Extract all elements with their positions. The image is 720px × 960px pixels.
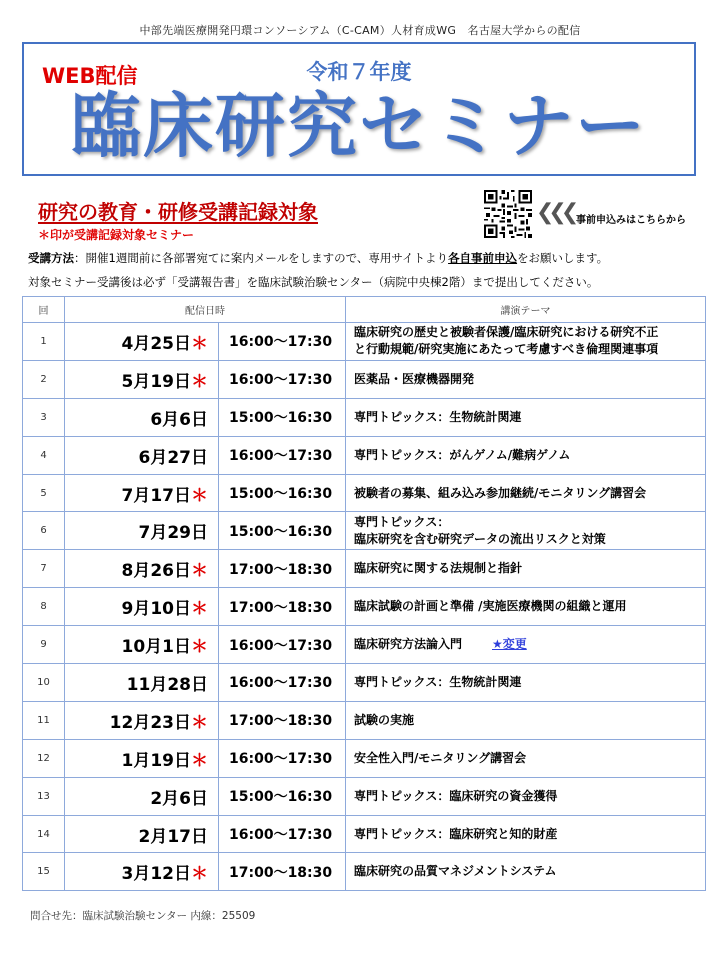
web-delivery-label: WEB配信 (42, 64, 138, 88)
session-time: 16:00～17:30 (219, 739, 346, 777)
table-row (23, 588, 706, 626)
table-row (23, 323, 706, 361)
topic-line: 臨床研究を含む研究データの流出リスクと対策 (354, 531, 606, 546)
session-number: 4 (23, 436, 65, 474)
seminar-schedule-table (22, 296, 706, 891)
session-number: 12 (23, 739, 65, 777)
date-text: 8月26日 (121, 561, 191, 582)
session-date (65, 360, 219, 398)
date-text: 11月28日 (126, 674, 208, 695)
table-row (23, 815, 706, 853)
date-text: 7月17日 (121, 485, 191, 506)
topic-line: 専門トピックス：臨床研究の資金獲得 (354, 788, 558, 803)
topic-line: 臨床研究に関する法規制と指針 (354, 561, 523, 576)
session-time: 16:00～17:30 (219, 664, 346, 702)
session-time: 16:00～17:30 (219, 323, 346, 361)
session-number: 1 (23, 323, 65, 361)
session-time: 17:00～18:30 (219, 550, 346, 588)
title-banner (22, 42, 696, 176)
topic-line: 被験者の募集、組み込み参加継続/モニタリング講習会 (354, 485, 647, 500)
header-number: 回 (23, 297, 65, 323)
session-time: 17:00～18:30 (219, 588, 346, 626)
record-target-mark: ＊ (191, 485, 208, 506)
session-topic (346, 739, 706, 777)
table-row (23, 853, 706, 891)
date-text: 7月29日 (138, 523, 208, 544)
record-target-mark: ＊ (191, 371, 208, 392)
topic-line: 臨床研究方法論入門 (354, 637, 463, 652)
header-datetime: 配信日時 (65, 297, 346, 323)
session-number: 9 (23, 626, 65, 664)
session-date (65, 853, 219, 891)
attendance-method-label: 受講方法 (28, 251, 74, 265)
session-time: 15:00～16:30 (219, 512, 346, 550)
record-target-mark: ＊ (191, 637, 208, 658)
session-time: 16:00～17:30 (219, 436, 346, 474)
session-number: 5 (23, 474, 65, 512)
table-row (23, 701, 706, 739)
session-date (65, 398, 219, 436)
topic-line: 専門トピックス： (354, 514, 450, 529)
date-text: 2月6日 (150, 788, 208, 809)
attendance-method-tail: をお願いします。 (517, 251, 609, 265)
session-number: 13 (23, 777, 65, 815)
session-time: 16:00～17:30 (219, 360, 346, 398)
topic-line: 臨床試験の計画と準備 /実施医療機関の組織と運用 (354, 599, 627, 614)
session-date (65, 626, 219, 664)
session-topic (346, 626, 706, 664)
session-date (65, 512, 219, 550)
contact-info: 問合せ先：臨床試験治験センター 内線：25509 (30, 910, 256, 922)
table-row (23, 398, 706, 436)
session-topic (346, 398, 706, 436)
session-topic (346, 360, 706, 398)
record-target-mark: ＊ (191, 864, 208, 885)
registration-note: 事前申込みはこちらから (576, 215, 686, 226)
session-number: 6 (23, 512, 65, 550)
session-date (65, 739, 219, 777)
topic-line: 医薬品・医療機器開発 (354, 371, 475, 386)
topic-line: 臨床研究の歴史と被験者保護/臨床研究における研究不正 (354, 325, 659, 340)
table-row (23, 550, 706, 588)
date-text: 6月27日 (138, 447, 208, 468)
date-text: 6月6日 (150, 409, 208, 430)
session-date (65, 474, 219, 512)
session-time: 15:00～16:30 (219, 474, 346, 512)
date-text: 12月23日 (109, 712, 191, 733)
session-topic (346, 853, 706, 891)
record-target-mark: ＊ (191, 561, 208, 582)
change-notice-link[interactable]: ★変更 (492, 637, 527, 652)
session-number: 3 (23, 398, 65, 436)
date-text: 9月10日 (121, 599, 191, 620)
topic-line: 専門トピックス：がんゲノム/難病ゲノム (354, 447, 571, 462)
asterisk-note: ＊印が受講記録対象セミナー (38, 228, 195, 242)
session-topic (346, 474, 706, 512)
session-date (65, 550, 219, 588)
date-text: 2月17日 (138, 826, 208, 847)
topic-line: と行動規範/研究実施にあたって考慮すべき倫理関連事項 (354, 342, 659, 357)
registration-qr-code[interactable] (484, 190, 532, 238)
session-time: 15:00～16:30 (219, 777, 346, 815)
table-row (23, 777, 706, 815)
session-number: 2 (23, 360, 65, 398)
session-number: 7 (23, 550, 65, 588)
topic-line: 専門トピックス：生物統計関連 (354, 674, 522, 689)
record-target-mark: ＊ (191, 712, 208, 733)
session-date (65, 815, 219, 853)
table-row (23, 739, 706, 777)
topic-line: 臨床研究の品質マネジメントシステム (354, 864, 557, 879)
table-row (23, 436, 706, 474)
session-topic (346, 323, 706, 361)
page-title: 臨床研究セミナー (71, 85, 647, 167)
attendance-method-text (28, 250, 608, 266)
session-number: 11 (23, 701, 65, 739)
session-topic (346, 550, 706, 588)
topic-line: 専門トピックス：生物統計関連 (354, 409, 522, 424)
session-date (65, 701, 219, 739)
session-number: 14 (23, 815, 65, 853)
topic-line: 安全性入門/モニタリング講習会 (354, 750, 527, 765)
date-text: 5月19日 (121, 371, 191, 392)
session-time: 17:00～18:30 (219, 853, 346, 891)
table-row (23, 626, 706, 664)
session-topic (346, 664, 706, 702)
session-number: 10 (23, 664, 65, 702)
date-text: 3月12日 (121, 864, 191, 885)
topic-line: 試験の実施 (354, 712, 415, 727)
session-topic (346, 701, 706, 739)
date-text: 10月1日 (121, 637, 191, 658)
table-header-row (23, 297, 706, 323)
organizer-line: 中部先端医療開発円環コンソーシアム（C-CAM）人材育成WG 名古屋大学からの配信 (139, 24, 581, 37)
session-time: 15:00～16:30 (219, 398, 346, 436)
session-date (65, 323, 219, 361)
pre-registration-emphasis: 各自事前申込 (448, 251, 518, 265)
session-topic (346, 588, 706, 626)
topic-line: 専門トピックス：臨床研究と知的財産 (354, 826, 558, 841)
attendance-method-body: ：開催1週間前に各部署宛てに案内メールをしますので、専用サイトより (74, 251, 449, 265)
table-row (23, 512, 706, 550)
date-text: 4月25日 (121, 333, 191, 354)
table-row (23, 360, 706, 398)
session-time: 16:00～17:30 (219, 815, 346, 853)
session-topic (346, 777, 706, 815)
session-topic (346, 815, 706, 853)
triple-chevron-left-icon: ❮❮❮ (536, 200, 574, 225)
header-topic: 講演テーマ (346, 297, 706, 323)
record-target-subtitle: 研究の教育・研修受講記録対象 (38, 200, 318, 224)
table-row (23, 664, 706, 702)
session-time: 17:00～18:30 (219, 701, 346, 739)
session-topic (346, 436, 706, 474)
session-number: 8 (23, 588, 65, 626)
record-target-mark: ＊ (191, 333, 208, 354)
session-date (65, 436, 219, 474)
report-submission-text: 対象セミナー受講後は必ず「受講報告書」を臨床試験治験センター（病院中央棟2階）まで提出してください。 (28, 275, 599, 289)
date-text: 1月19日 (121, 750, 191, 771)
session-time: 16:00～17:30 (219, 626, 346, 664)
table-row (23, 474, 706, 512)
session-date (65, 588, 219, 626)
schedule-body (23, 323, 706, 891)
fiscal-year-label: 令和７年度 (306, 60, 412, 84)
session-number: 15 (23, 853, 65, 891)
session-date (65, 664, 219, 702)
record-target-mark: ＊ (191, 750, 208, 771)
session-topic (346, 512, 706, 550)
record-target-mark: ＊ (191, 599, 208, 620)
session-date (65, 777, 219, 815)
